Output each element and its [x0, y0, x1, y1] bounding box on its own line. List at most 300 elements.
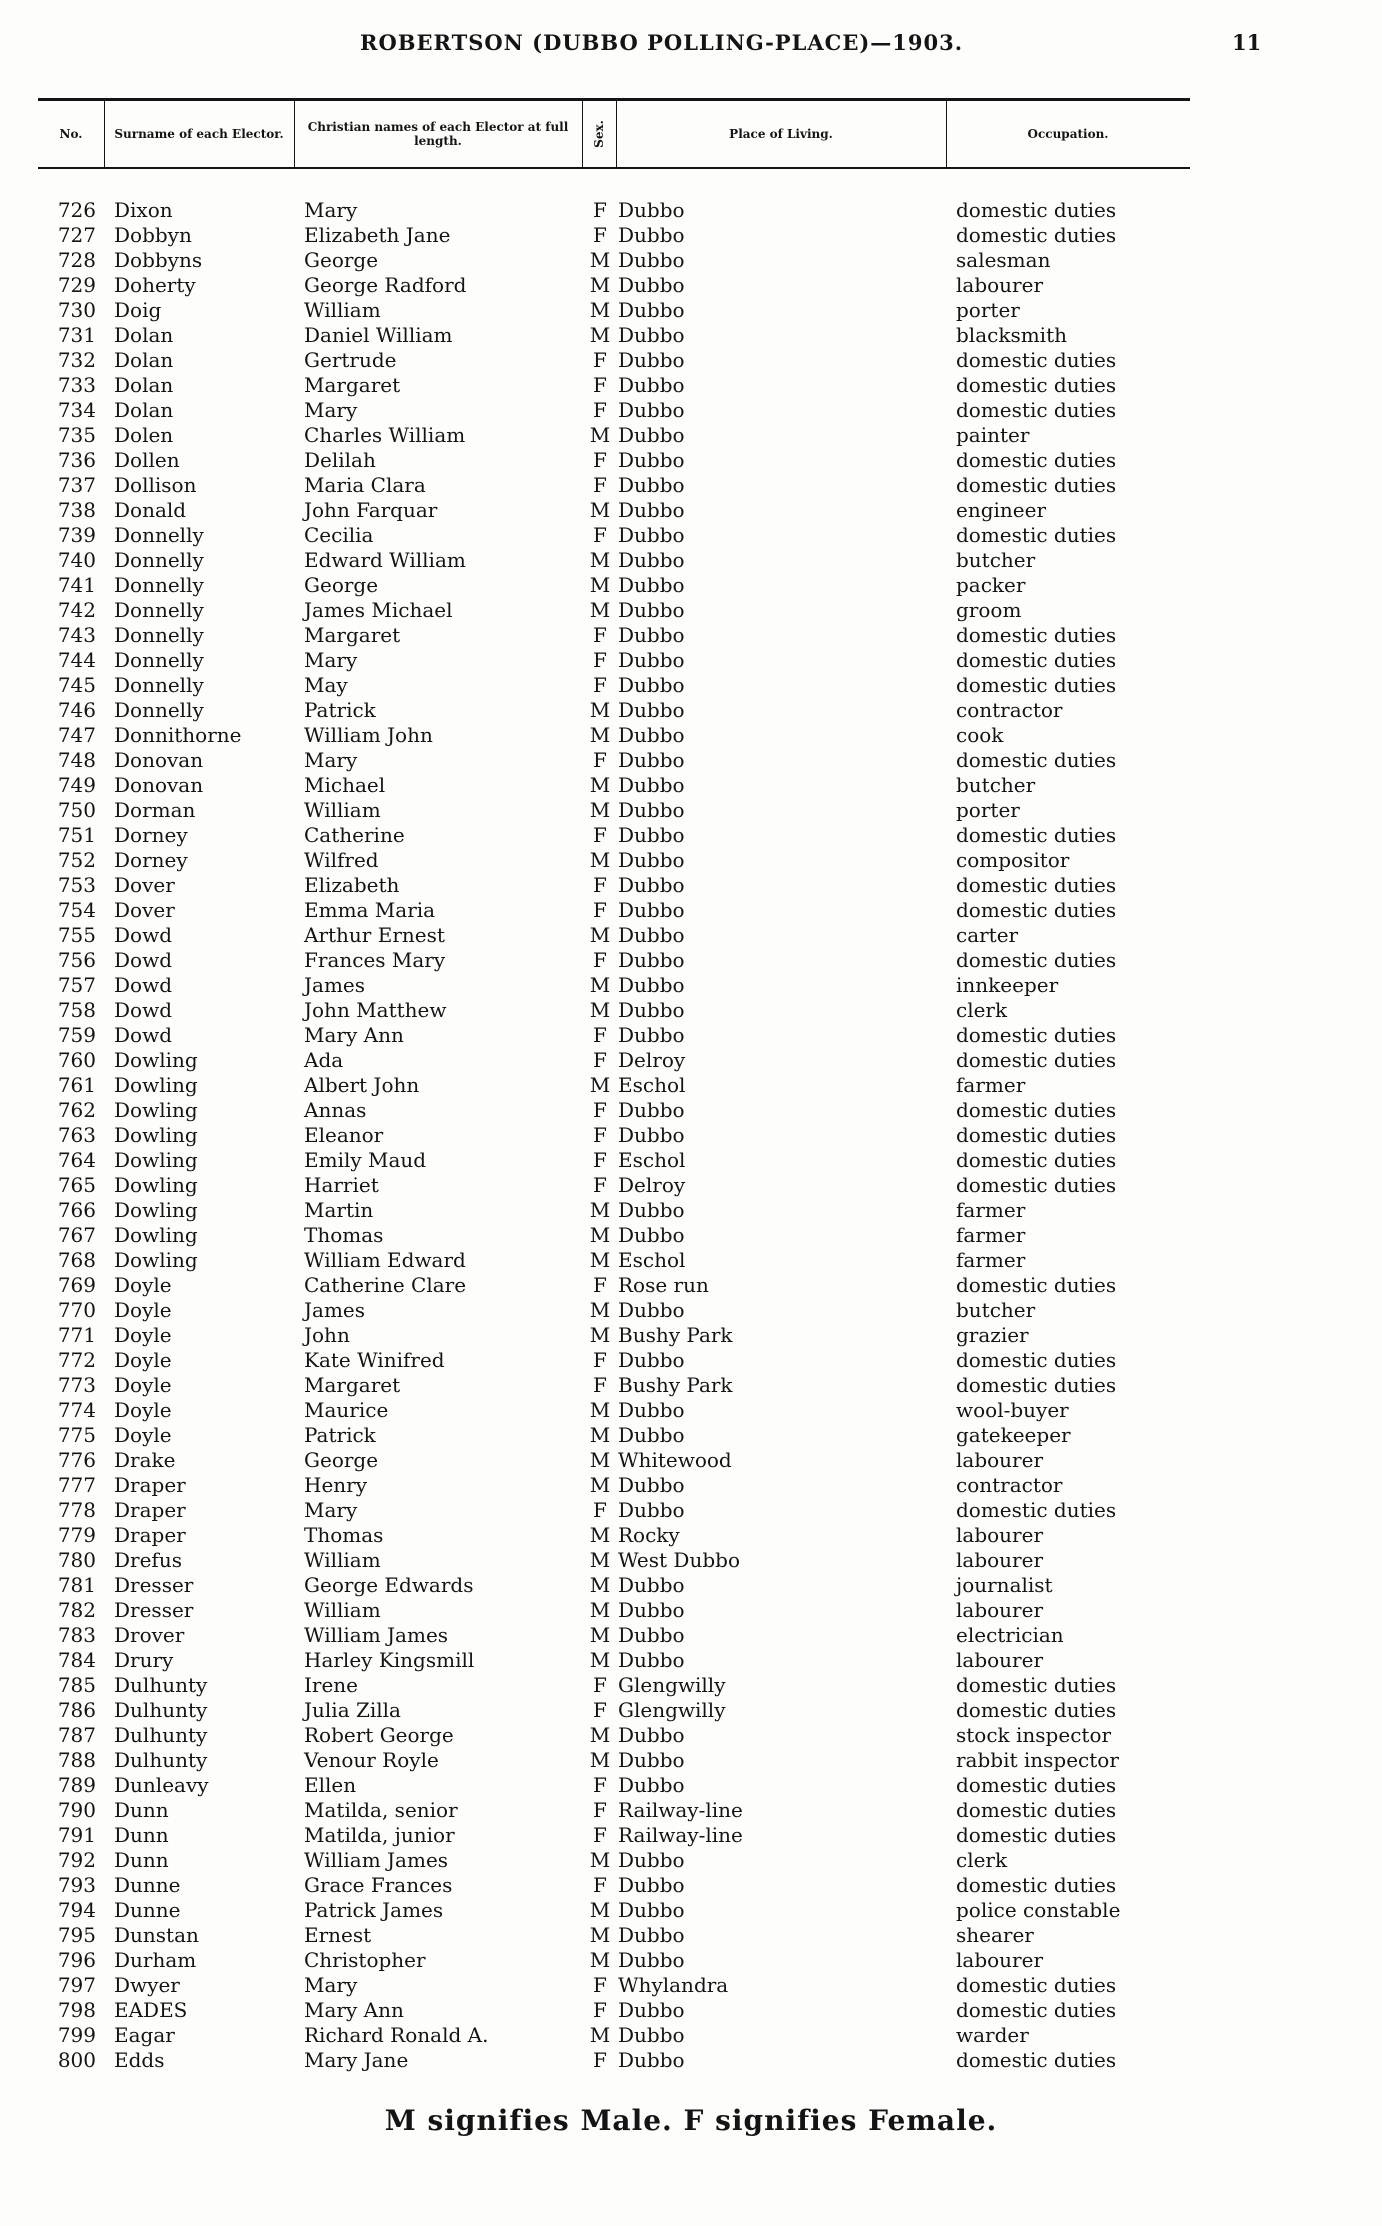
table-row — [38, 1323, 1190, 1348]
elector-place: Rocky — [618, 1523, 680, 1547]
elector-occupation: police constable — [956, 1898, 1121, 1922]
elector-place: Eschol — [618, 1248, 686, 1272]
table-row — [38, 648, 1190, 673]
elector-christian-names: Maria Clara — [304, 473, 426, 497]
elector-surname: Donnithorne — [114, 723, 242, 747]
elector-sex: M — [589, 248, 611, 272]
elector-occupation: butcher — [956, 1298, 1036, 1322]
elector-number: 800 — [57, 2048, 96, 2072]
elector-christian-names: Mary Ann — [304, 1023, 404, 1047]
elector-place: Dubbo — [618, 398, 685, 422]
elector-place: Dubbo — [618, 948, 685, 972]
elector-surname: Draper — [114, 1498, 186, 1522]
table-row — [38, 1173, 1190, 1198]
elector-christian-names: William Edward — [304, 1248, 466, 1272]
elector-number: 765 — [57, 1173, 96, 1197]
elector-sex: F — [593, 1123, 607, 1147]
page-header — [0, 30, 1382, 64]
table-row — [38, 273, 1190, 298]
elector-number: 798 — [57, 1998, 96, 2022]
elector-christian-names: George Radford — [304, 273, 467, 297]
elector-occupation: labourer — [956, 1523, 1044, 1547]
table-row — [38, 923, 1190, 948]
elector-surname: Dorman — [114, 798, 196, 822]
elector-occupation: domestic duties — [956, 1998, 1117, 2022]
elector-occupation: domestic duties — [956, 1273, 1117, 1297]
elector-number: 750 — [57, 798, 96, 822]
elector-sex: M — [589, 1298, 611, 1322]
table-row — [38, 1298, 1190, 1323]
elector-surname: Dollison — [114, 473, 197, 497]
elector-occupation: domestic duties — [956, 1098, 1117, 1122]
elector-number: 799 — [57, 2023, 96, 2047]
elector-occupation: domestic duties — [956, 948, 1117, 972]
elector-number: 731 — [57, 323, 96, 347]
table-row — [38, 1198, 1190, 1223]
elector-number: 743 — [57, 623, 96, 647]
elector-number: 793 — [57, 1873, 96, 1897]
elector-surname: Dolan — [114, 398, 174, 422]
elector-number: 737 — [57, 473, 96, 497]
elector-place: Dubbo — [618, 1098, 685, 1122]
elector-surname: Dixon — [114, 198, 173, 222]
elector-occupation: warder — [956, 2023, 1029, 2047]
elector-place: Dubbo — [618, 1598, 685, 1622]
elector-surname: Dorney — [114, 823, 188, 847]
elector-place: Dubbo — [618, 598, 685, 622]
table-row — [38, 1623, 1190, 1648]
elector-place: Dubbo — [618, 973, 685, 997]
elector-surname: Durham — [114, 1948, 197, 1972]
elector-surname: Doyle — [114, 1423, 172, 1447]
elector-sex: F — [593, 948, 607, 972]
elector-christian-names: Emily Maud — [304, 1148, 427, 1172]
elector-christian-names: Margaret — [304, 1373, 401, 1397]
elector-place: Dubbo — [618, 1998, 685, 2022]
elector-place: Eschol — [618, 1148, 686, 1172]
elector-number: 795 — [57, 1923, 96, 1947]
table-row — [38, 1473, 1190, 1498]
elector-surname: Dowling — [114, 1073, 198, 1097]
table-header — [38, 98, 1190, 169]
table-row — [38, 1998, 1190, 2023]
elector-number: 759 — [57, 1023, 96, 1047]
elector-surname: Dowling — [114, 1173, 198, 1197]
table-row — [38, 1698, 1190, 1723]
elector-christian-names: Mary — [304, 1973, 358, 1997]
elector-christian-names: Grace Frances — [304, 1873, 453, 1897]
table-row — [38, 1423, 1190, 1448]
elector-occupation: domestic duties — [956, 1823, 1117, 1847]
elector-sex: M — [589, 273, 611, 297]
elector-place: Dubbo — [618, 923, 685, 947]
table-row — [38, 223, 1190, 248]
elector-place: West Dubbo — [618, 1548, 740, 1572]
table-row — [38, 1923, 1190, 1948]
elector-occupation: stock inspector — [956, 1723, 1112, 1747]
elector-occupation: domestic duties — [956, 1973, 1117, 1997]
elector-sex: F — [593, 1098, 607, 1122]
elector-place: Dubbo — [618, 1748, 685, 1772]
elector-surname: Dowling — [114, 1248, 198, 1272]
elector-surname: Donnelly — [114, 598, 204, 622]
elector-surname: Dollen — [114, 448, 180, 472]
elector-surname: EADES — [114, 1998, 188, 2022]
elector-sex: M — [589, 1398, 611, 1422]
elector-occupation: domestic duties — [956, 1773, 1117, 1797]
table-row — [38, 1648, 1190, 1673]
elector-surname: Dresser — [114, 1573, 194, 1597]
elector-number: 784 — [57, 1648, 96, 1672]
elector-surname: Dunn — [114, 1823, 169, 1847]
elector-christian-names: Harley Kingsmill — [304, 1648, 475, 1672]
elector-number: 736 — [57, 448, 96, 472]
elector-surname: Dorney — [114, 848, 188, 872]
elector-place: Rose run — [618, 1273, 709, 1297]
elector-christian-names: Venour Royle — [304, 1748, 439, 1772]
elector-occupation: domestic duties — [956, 748, 1117, 772]
elector-number: 745 — [57, 673, 96, 697]
elector-christian-names: Arthur Ernest — [304, 923, 445, 947]
elector-place: Delroy — [618, 1173, 686, 1197]
elector-surname: Draper — [114, 1473, 186, 1497]
elector-occupation: domestic duties — [956, 1798, 1117, 1822]
table-row — [38, 423, 1190, 448]
elector-christian-names: William — [304, 298, 381, 322]
elector-christian-names: Eleanor — [304, 1123, 384, 1147]
elector-christian-names: Elizabeth Jane — [304, 223, 451, 247]
table-row — [38, 1598, 1190, 1623]
elector-surname: Donnelly — [114, 523, 204, 547]
elector-place: Bushy Park — [618, 1323, 733, 1347]
elector-sex: M — [589, 923, 611, 947]
elector-number: 772 — [57, 1348, 96, 1372]
table-row — [38, 1073, 1190, 1098]
elector-occupation: domestic duties — [956, 648, 1117, 672]
table-row — [38, 1823, 1190, 1848]
elector-christian-names: Annas — [304, 1098, 367, 1122]
elector-christian-names: Cecilia — [304, 523, 374, 547]
elector-sex: M — [589, 698, 611, 722]
elector-surname: Dolan — [114, 373, 174, 397]
elector-surname: Dunleavy — [114, 1773, 209, 1797]
elector-place: Railway-line — [618, 1823, 743, 1847]
elector-occupation: labourer — [956, 1598, 1044, 1622]
elector-place: Whylandra — [618, 1973, 729, 1997]
elector-occupation: labourer — [956, 1648, 1044, 1672]
elector-occupation: domestic duties — [956, 623, 1117, 647]
elector-occupation: blacksmith — [956, 323, 1067, 347]
elector-place: Dubbo — [618, 748, 685, 772]
elector-occupation: domestic duties — [956, 1373, 1117, 1397]
elector-christian-names: George — [304, 573, 379, 597]
elector-number: 761 — [57, 1073, 96, 1097]
elector-surname: Dunn — [114, 1798, 169, 1822]
elector-occupation: wool-buyer — [956, 1398, 1069, 1422]
elector-occupation: domestic duties — [956, 1673, 1117, 1697]
elector-sex: M — [589, 1923, 611, 1947]
elector-sex: M — [589, 1548, 611, 1572]
table-row — [38, 898, 1190, 923]
elector-place: Glengwilly — [618, 1673, 726, 1697]
elector-christian-names: Mary — [304, 1498, 358, 1522]
elector-occupation: clerk — [956, 998, 1008, 1022]
elector-surname: Doig — [114, 298, 162, 322]
table-row — [38, 548, 1190, 573]
elector-surname: Doyle — [114, 1298, 172, 1322]
elector-surname: Dulhunty — [114, 1723, 208, 1747]
elector-occupation: grazier — [956, 1323, 1029, 1347]
elector-surname: Dobbyns — [114, 248, 203, 272]
elector-sex: M — [589, 1948, 611, 1972]
elector-place: Dubbo — [618, 1573, 685, 1597]
elector-place: Dubbo — [618, 498, 685, 522]
elector-occupation: domestic duties — [956, 223, 1117, 247]
elector-place: Dubbo — [618, 848, 685, 872]
elector-place: Dubbo — [618, 448, 685, 472]
elector-christian-names: Mary Ann — [304, 1998, 404, 2022]
elector-occupation: domestic duties — [956, 1148, 1117, 1172]
elector-place: Dubbo — [618, 1873, 685, 1897]
elector-christian-names: George — [304, 248, 379, 272]
elector-christian-names: John — [304, 1323, 350, 1347]
elector-number: 763 — [57, 1123, 96, 1147]
table-row — [38, 1123, 1190, 1148]
elector-christian-names: John Matthew — [304, 998, 447, 1022]
table-row — [38, 1773, 1190, 1798]
elector-christian-names: Julia Zilla — [304, 1698, 401, 1722]
elector-number: 757 — [57, 973, 96, 997]
elector-place: Dubbo — [618, 323, 685, 347]
elector-sex: F — [593, 1348, 607, 1372]
elector-place: Dubbo — [618, 1298, 685, 1322]
elector-number: 755 — [57, 923, 96, 947]
elector-surname: Doyle — [114, 1273, 172, 1297]
elector-christian-names: Gertrude — [304, 348, 397, 372]
elector-sex: M — [589, 848, 611, 872]
elector-place: Dubbo — [618, 1198, 685, 1222]
elector-sex: M — [589, 2023, 611, 2047]
elector-occupation: gatekeeper — [956, 1423, 1071, 1447]
elector-occupation: domestic duties — [956, 1173, 1117, 1197]
table-row — [38, 698, 1190, 723]
elector-number: 729 — [57, 273, 96, 297]
elector-occupation: domestic duties — [956, 898, 1117, 922]
page-number: 11 — [1232, 30, 1262, 55]
elector-place: Dubbo — [618, 673, 685, 697]
elector-place: Dubbo — [618, 423, 685, 447]
elector-christian-names: Henry — [304, 1473, 368, 1497]
table-row — [38, 498, 1190, 523]
table-row — [38, 1348, 1190, 1373]
elector-occupation: labourer — [956, 1448, 1044, 1472]
elector-occupation: groom — [956, 598, 1022, 622]
table-row — [38, 973, 1190, 998]
elector-christian-names: Thomas — [304, 1223, 384, 1247]
table-row — [38, 1748, 1190, 1773]
elector-occupation: labourer — [956, 273, 1044, 297]
elector-number: 746 — [57, 698, 96, 722]
elector-christian-names: Frances Mary — [304, 948, 446, 972]
elector-surname: Donald — [114, 498, 187, 522]
elector-place: Glengwilly — [618, 1698, 726, 1722]
elector-number: 758 — [57, 998, 96, 1022]
elector-sex: M — [589, 423, 611, 447]
elector-sex: F — [593, 1673, 607, 1697]
elector-place: Whitewood — [618, 1448, 732, 1472]
elector-surname: Dowling — [114, 1148, 198, 1172]
table-row — [38, 1723, 1190, 1748]
elector-occupation: porter — [956, 298, 1020, 322]
elector-place: Dubbo — [618, 473, 685, 497]
elector-christian-names: Delilah — [304, 448, 376, 472]
elector-occupation: salesman — [956, 248, 1051, 272]
elector-surname: Dobbyn — [114, 223, 192, 247]
elector-occupation: porter — [956, 798, 1020, 822]
table-row — [38, 1573, 1190, 1598]
elector-surname: Donnelly — [114, 648, 204, 672]
elector-place: Dubbo — [618, 298, 685, 322]
elector-sex: M — [589, 498, 611, 522]
elector-sex: F — [593, 198, 607, 222]
elector-occupation: domestic duties — [956, 1873, 1117, 1897]
elector-place: Dubbo — [618, 2048, 685, 2072]
elector-surname: Donnelly — [114, 698, 204, 722]
elector-sex: F — [593, 873, 607, 897]
elector-christian-names: Matilda, junior — [304, 1823, 455, 1847]
elector-christian-names: Margaret — [304, 623, 401, 647]
table-row — [38, 448, 1190, 473]
elector-sex: F — [593, 1998, 607, 2022]
elector-place: Dubbo — [618, 898, 685, 922]
elector-occupation: labourer — [956, 1948, 1044, 1972]
column-header-sex — [582, 101, 616, 167]
elector-occupation: domestic duties — [956, 448, 1117, 472]
elector-number: 740 — [57, 548, 96, 572]
elector-christian-names: Albert John — [304, 1073, 420, 1097]
elector-number: 792 — [57, 1848, 96, 1872]
elector-sex: M — [589, 1198, 611, 1222]
elector-occupation: butcher — [956, 548, 1036, 572]
table-row — [38, 1373, 1190, 1398]
elector-surname: Eagar — [114, 2023, 175, 2047]
table-row — [38, 1873, 1190, 1898]
elector-sex: F — [593, 473, 607, 497]
elector-place: Delroy — [618, 1048, 686, 1072]
elector-christian-names: Daniel William — [304, 323, 453, 347]
elector-occupation: domestic duties — [956, 523, 1117, 547]
elector-occupation: domestic duties — [956, 1698, 1117, 1722]
elector-christian-names: Michael — [304, 773, 386, 797]
elector-surname: Dulhunty — [114, 1673, 208, 1697]
elector-number: 730 — [57, 298, 96, 322]
elector-occupation: journalist — [956, 1573, 1053, 1597]
table-row — [38, 1023, 1190, 1048]
elector-sex: F — [593, 1823, 607, 1847]
elector-christian-names: Richard Ronald A. — [304, 2023, 489, 2047]
elector-place: Dubbo — [618, 348, 685, 372]
table-row — [38, 573, 1190, 598]
elector-christian-names: Matilda, senior — [304, 1798, 458, 1822]
elector-sex: M — [589, 1248, 611, 1272]
elector-number: 774 — [57, 1398, 96, 1422]
table-row — [38, 323, 1190, 348]
elector-sex: F — [593, 1373, 607, 1397]
elector-christian-names: Maurice — [304, 1398, 389, 1422]
elector-sex: F — [593, 1698, 607, 1722]
elector-surname: Dolan — [114, 323, 174, 347]
elector-place: Dubbo — [618, 648, 685, 672]
table-row — [38, 373, 1190, 398]
elector-place: Dubbo — [618, 523, 685, 547]
elector-christian-names: Ernest — [304, 1923, 372, 1947]
elector-number: 732 — [57, 348, 96, 372]
elector-sex: F — [593, 1023, 607, 1047]
elector-place: Dubbo — [618, 1398, 685, 1422]
elector-sex: M — [589, 1723, 611, 1747]
elector-sex: F — [593, 1773, 607, 1797]
elector-christian-names: Mary — [304, 648, 358, 672]
elector-place: Dubbo — [618, 773, 685, 797]
column-header-christian-names: Christian names of each Elector at full length. — [307, 120, 569, 148]
elector-christian-names: Catherine — [304, 823, 405, 847]
elector-sex: M — [589, 1598, 611, 1622]
elector-occupation: domestic duties — [956, 823, 1117, 847]
elector-number: 749 — [57, 773, 96, 797]
table-row — [38, 2023, 1190, 2048]
elector-christian-names: Christopher — [304, 1948, 426, 1972]
elector-place: Dubbo — [618, 998, 685, 1022]
elector-number: 783 — [57, 1623, 96, 1647]
elector-christian-names: Patrick James — [304, 1898, 444, 1922]
elector-surname: Dowling — [114, 1048, 198, 1072]
elector-number: 791 — [57, 1823, 96, 1847]
elector-number: 748 — [57, 748, 96, 772]
elector-number: 794 — [57, 1898, 96, 1922]
elector-sex: M — [589, 1648, 611, 1672]
elector-place: Railway-line — [618, 1798, 743, 1822]
elector-number: 773 — [57, 1373, 96, 1397]
elector-number: 771 — [57, 1323, 96, 1347]
elector-sex: M — [589, 723, 611, 747]
elector-christian-names: Harriet — [304, 1173, 379, 1197]
table-row — [38, 998, 1190, 1023]
elector-surname: Dulhunty — [114, 1748, 208, 1772]
table-row — [38, 1148, 1190, 1173]
elector-place: Dubbo — [618, 1423, 685, 1447]
elector-christian-names: Margaret — [304, 373, 401, 397]
elector-place: Dubbo — [618, 1498, 685, 1522]
elector-number: 764 — [57, 1148, 96, 1172]
elector-surname: Dover — [114, 898, 175, 922]
elector-occupation: electrician — [956, 1623, 1064, 1647]
elector-occupation: contractor — [956, 698, 1063, 722]
elector-number: 780 — [57, 1548, 96, 1572]
elector-sex: M — [589, 1448, 611, 1472]
elector-number: 742 — [57, 598, 96, 622]
elector-occupation: domestic duties — [956, 1048, 1117, 1072]
elector-occupation: domestic duties — [956, 1123, 1117, 1147]
footnote: M signifies Male. F signifies Female. — [384, 2104, 998, 2137]
table-row — [38, 1948, 1190, 1973]
elector-place: Dubbo — [618, 1123, 685, 1147]
elector-christian-names: Mary — [304, 398, 358, 422]
elector-sex: M — [589, 1573, 611, 1597]
table-row — [38, 1973, 1190, 1998]
elector-surname: Dolen — [114, 423, 174, 447]
elector-number: 768 — [57, 1248, 96, 1272]
elector-occupation: contractor — [956, 1473, 1063, 1497]
